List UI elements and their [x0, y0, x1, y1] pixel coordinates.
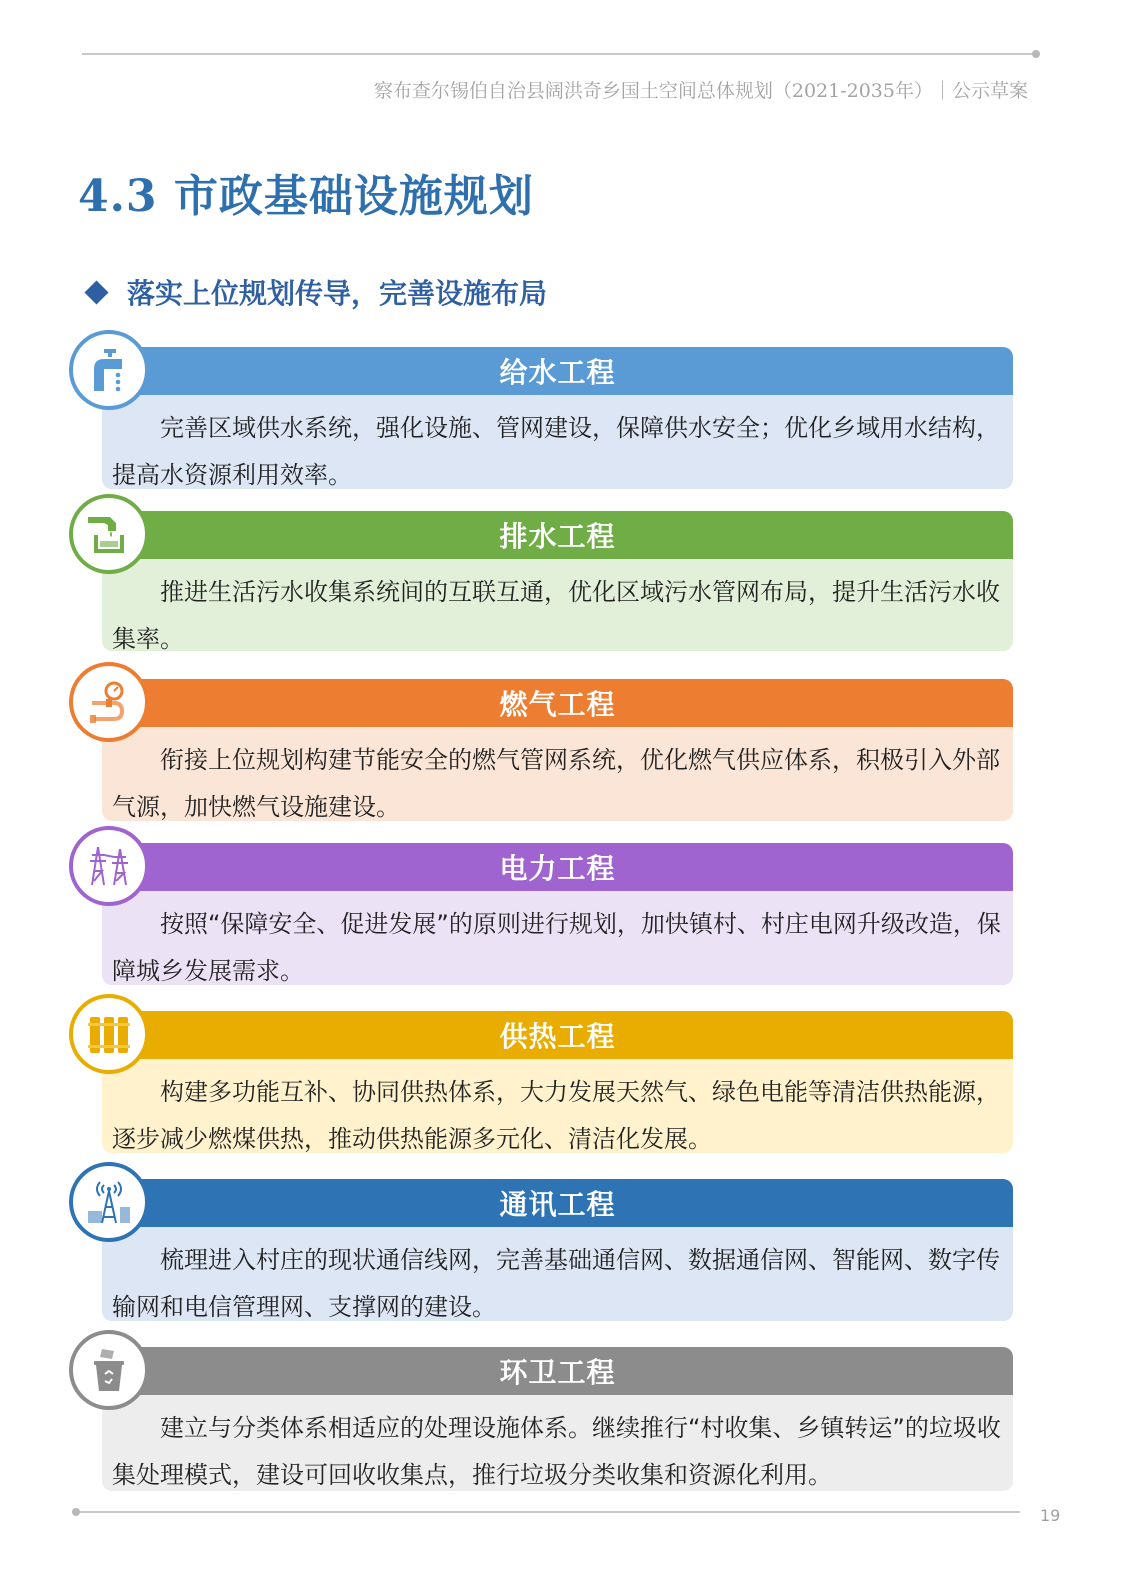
running-header: 察布查尔锡伯自治县阔洪奇乡国土空间总体规划（2021-2035年）｜公示草案: [373, 80, 1028, 102]
section-body: [102, 1227, 1013, 1321]
section-body: [102, 395, 1013, 489]
section-power: [0, 826, 1122, 986]
subheading: [84, 270, 547, 314]
section-body: [102, 559, 1013, 651]
section-text: 完善区域供水系统，强化设施、管网建设，保障供水安全；优化乡域用水结构，提高水资源利用效率。: [112, 414, 1000, 489]
footer-rule: [76, 1511, 1020, 1513]
section-body: [102, 891, 1013, 985]
section-title-bar: [102, 1347, 1013, 1395]
section-text: 建立与分类体系相适应的处理设施体系。继续推行“村收集、乡镇转运”的垃圾收集处理模式，建设可回收收集点，推行垃圾分类收集和资源化利用。: [112, 1414, 1001, 1489]
recycle-bin-icon: [69, 1330, 149, 1410]
subheading-text: 落实上位规划传导，完善设施布局: [127, 277, 548, 310]
section-gas: [0, 662, 1122, 822]
section-title: 电力工程: [499, 852, 616, 885]
footer-rule-dot: [72, 1508, 80, 1516]
header-rule-dot: [1032, 50, 1040, 58]
section-sanitation: [0, 1330, 1122, 1492]
section-title: 供热工程: [499, 1020, 616, 1053]
section-title: 通讯工程: [499, 1188, 616, 1221]
section-title: 燃气工程: [499, 688, 616, 721]
water-tap-icon: [69, 330, 149, 410]
power-tower-icon-graphic: [84, 841, 134, 891]
section-title: 排水工程: [499, 520, 616, 553]
section-text: 构建多功能互补、协同供热体系，大力发展天然气、绿色电能等清洁供热能源，逐步减少燃煤供热，推动供热能源多元化、清洁化发展。: [112, 1078, 1000, 1153]
section-title-bar: [102, 1011, 1013, 1059]
section-text: 推进生活污水收集系统间的互联互通，优化区域污水管网布局，提升生活污水收集率。: [112, 578, 1000, 653]
section-title-bar: [102, 511, 1013, 559]
section-title: 环卫工程: [499, 1356, 616, 1389]
page-number: 19: [1040, 1506, 1061, 1525]
drainage-icon-graphic: [84, 509, 134, 559]
section-body: [102, 1395, 1013, 1491]
drainage-icon: [69, 494, 149, 574]
section-heating: [0, 994, 1122, 1154]
section-title-bar: [102, 1179, 1013, 1227]
radiator-icon-graphic: [84, 1009, 134, 1059]
section-text: 衔接上位规划构建节能安全的燃气管网系统，优化燃气供应体系，积极引入外部气源，加快燃气设施建设。: [112, 746, 1000, 821]
section-title-bar: [102, 679, 1013, 727]
page-title: 4.3 市政基础设施规划: [78, 171, 534, 222]
diamond-bullet-icon: [84, 280, 108, 304]
section-text: 梳理进入村庄的现状通信线网，完善基础通信网、数据通信网、智能网、数字传输网和电信管理网、支撑网的建设。: [112, 1246, 1000, 1321]
antenna-icon-graphic: [84, 1177, 134, 1227]
recycle-bin-icon-graphic: [84, 1345, 134, 1395]
header-rule: [82, 53, 1036, 55]
section-body: [102, 727, 1013, 821]
water-tap-icon-graphic: [84, 345, 134, 395]
radiator-icon: [69, 994, 149, 1074]
gas-pipe-icon: [69, 662, 149, 742]
section-water-supply: [0, 330, 1122, 490]
section-telecom: [0, 1162, 1122, 1322]
antenna-icon: [69, 1162, 149, 1242]
section-text: 按照“保障安全、促进发展”的原则进行规划，加快镇村、村庄电网升级改造，保障城乡发展需求。: [112, 910, 1001, 985]
section-title-bar: [102, 843, 1013, 891]
section-drainage: [0, 494, 1122, 652]
section-title: 给水工程: [499, 356, 616, 389]
section-body: [102, 1059, 1013, 1153]
gas-pipe-icon-graphic: [84, 677, 134, 727]
power-tower-icon: [69, 826, 149, 906]
section-title-bar: [102, 347, 1013, 395]
